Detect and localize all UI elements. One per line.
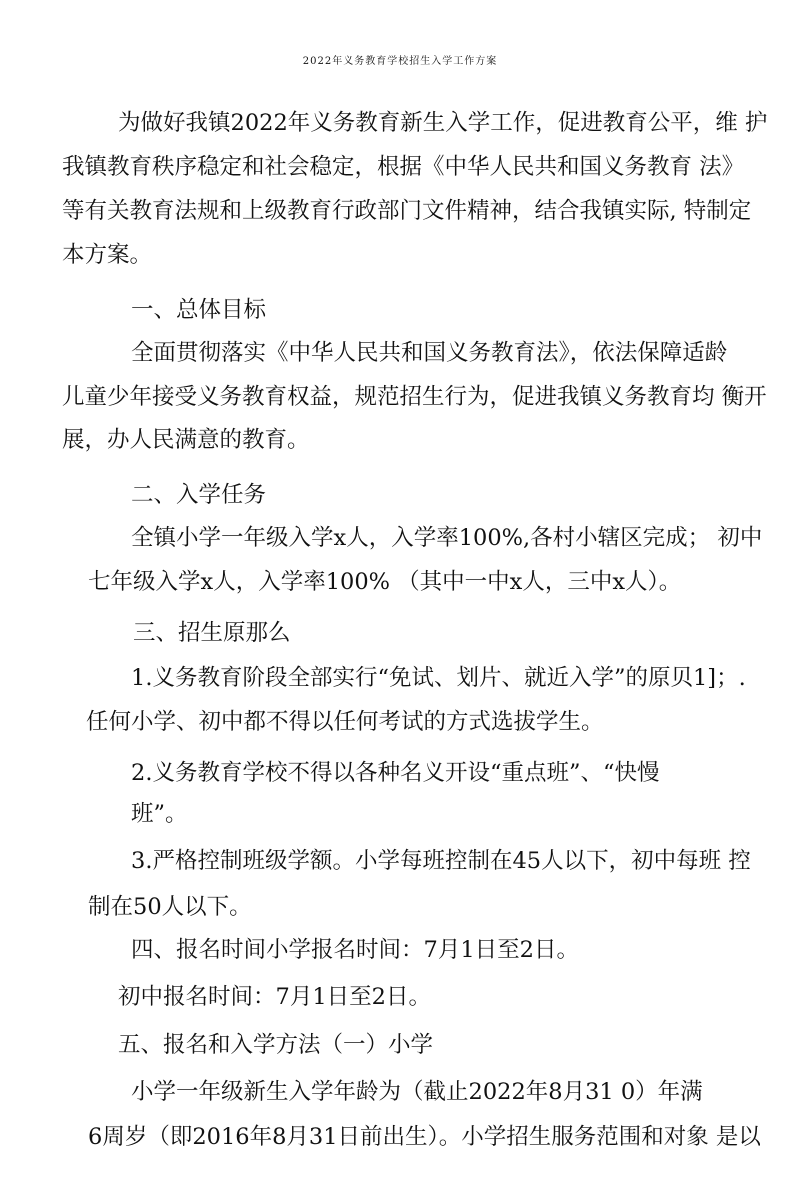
paragraph-line: 本方案。 — [62, 242, 153, 268]
list-item-line: 2.义务教育学校不得以各种名义开设“重点班”、“快慢 — [131, 760, 660, 786]
list-item-line: 制在50人以下。 — [88, 894, 252, 920]
paragraph-line: 七年级入学x人，入学率100% （其中一中x人，三中x人）。 — [88, 569, 682, 595]
paragraph-line: 等有关教育法规和上级教育行政部门文件精神，结合我镇实际, 特制定 — [62, 198, 752, 224]
list-item-line: 班”。 — [131, 801, 188, 827]
paragraph-line: 初中报名时间：7月1日至2日。 — [118, 984, 431, 1010]
paragraph-line: 6周岁（即2016年8月31日前出生）。小学招生服务范围和对象 是以 — [88, 1124, 761, 1150]
section-heading: 四、报名时间小学报名时间：7月1日至2日。 — [131, 937, 579, 963]
section-heading: 五、报名和入学方法（一）小学 — [118, 1032, 434, 1058]
list-item-line: 3.严格控制班级学额。小学每班控制在45人以下，初中每班 控 — [131, 848, 751, 874]
section-heading: 二、入学任务 — [131, 482, 267, 508]
paragraph-line: 小学一年级新生入学年龄为（截止2022年8月31 0）年满 — [131, 1079, 703, 1105]
paragraph-line: 展，办人民满意的教育。 — [62, 427, 310, 453]
list-item-line: 任何小学、初中都不得以任何考试的方式选拔学生。 — [86, 709, 604, 735]
paragraph-line: 儿童少年接受义务教育权益，规范招生行为，促进我镇义务教育均 衡开 — [62, 384, 767, 410]
section-heading: 一、总体目标 — [131, 297, 267, 323]
section-heading: 三、招生原那么 — [133, 620, 291, 646]
paragraph-line: 全镇小学一年级入学x人，入学率100%,各村小辖区完成； 初中 — [131, 525, 763, 551]
document-title: 2022年义务教育学校招生入学工作方案 — [302, 56, 498, 67]
list-item-line: 1.义务教育阶段全部实行“免试、划片、就近入学”的原贝1]；. — [131, 665, 746, 691]
paragraph-line: 为做好我镇2022年义务教育新生入学工作，促进教育公平，维 护 — [118, 110, 768, 136]
paragraph-line: 全面贯彻落实《中华人民共和国义务教育法》，依法保障适龄 — [131, 340, 728, 366]
paragraph-line: 我镇教育秩序稳定和社会稳定，根据《中华人民共和国义务教育 法》 — [62, 154, 745, 180]
